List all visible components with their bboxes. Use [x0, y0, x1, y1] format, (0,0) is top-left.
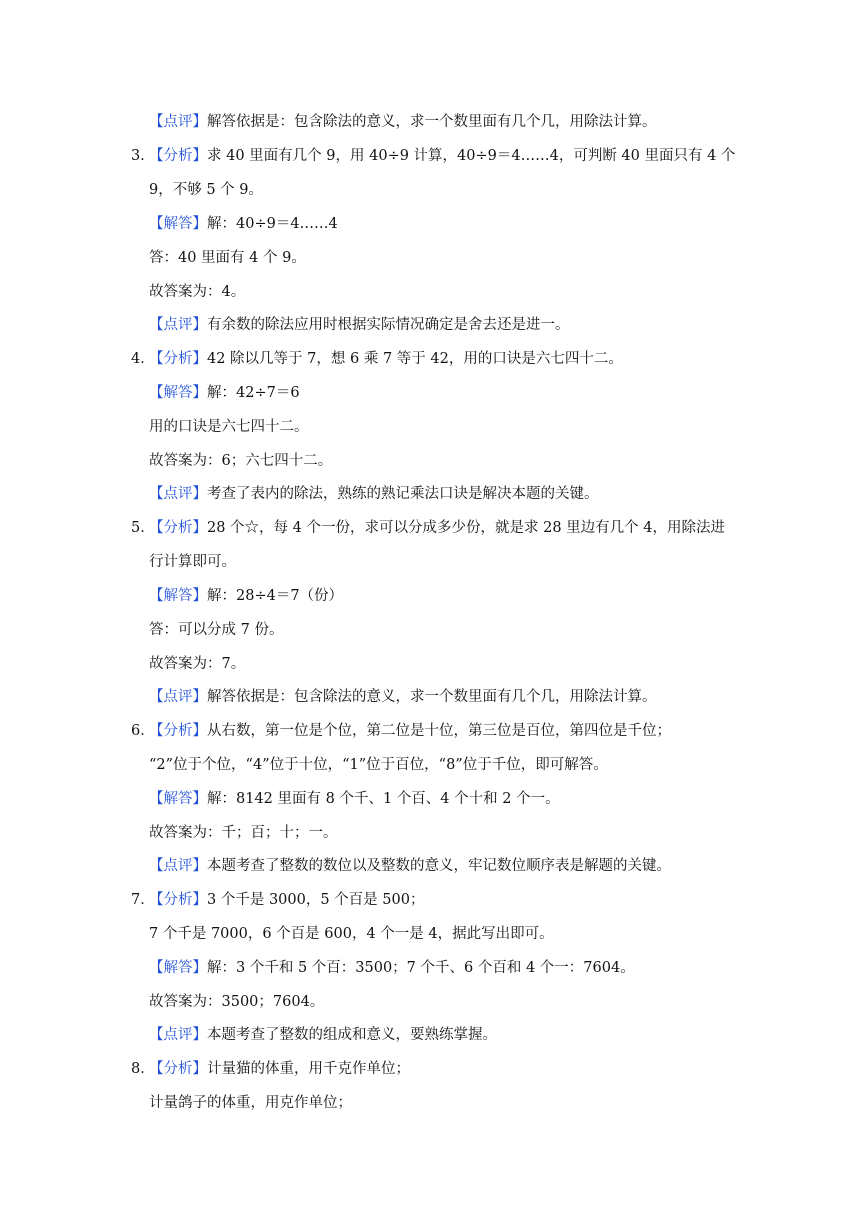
analysis-line	[149, 721, 671, 741]
analysis-text: 28 个☆，每 4 个一份，求可以分成多少份，就是求 28 里边有几个 4，用除法进	[207, 520, 726, 536]
analysis-text: 从右数，第一位是个位，第二位是十位，第三位是百位，第四位是千位；	[207, 723, 671, 739]
answer-line	[149, 789, 560, 809]
analysis-line-continued: “2”位于个位，“4”位于十位，“1”位于百位，“8”位于千位，即可解答。	[149, 757, 608, 773]
question-number: 6．	[131, 723, 155, 739]
analysis-line-continued: 行计算即可。	[149, 554, 236, 570]
final-answer: 故答案为：6；六七四十二。	[149, 453, 333, 469]
question-number: 7．	[131, 892, 155, 908]
comment-line	[149, 315, 570, 335]
answer-text: 解：42÷7＝6	[207, 385, 300, 401]
analysis-line-continued: 9，不够 5 个 9。	[149, 182, 264, 198]
question-number: 4．	[131, 351, 155, 367]
comment-line	[149, 687, 657, 707]
analysis-line-continued: 7 个千是 7000，6 个百是 600，4 个一是 4，据此写出即可。	[149, 926, 554, 942]
analysis-line-continued: 计量鸽子的体重，用克作单位；	[149, 1095, 352, 1111]
answer-tag: 【解答】	[149, 791, 207, 807]
analysis-tag: 【分析】	[149, 892, 207, 908]
answer-text: 解：8142 里面有 8 个千、1 个百、4 个十和 2 个一。	[207, 791, 560, 807]
final-answer: 故答案为：4。	[149, 284, 246, 300]
analysis-line	[149, 518, 725, 538]
answer-tag: 【解答】	[149, 588, 207, 604]
analysis-text: 42 除以几等于 7，想 6 乘 7 等于 42，用的口诀是六七四十二。	[207, 351, 623, 367]
analysis-tag: 【分析】	[149, 1061, 207, 1077]
comment-text: 有余数的除法应用时根据实际情况确定是舍去还是进一。	[207, 317, 570, 333]
comment-tag: 【点评】	[149, 486, 207, 502]
answer-tag: 【解答】	[149, 385, 207, 401]
comment-text: 本题考查了整数的组成和意义，要熟练掌握。	[207, 1027, 497, 1043]
analysis-text: 计量猫的体重，用千克作单位；	[207, 1061, 410, 1077]
analysis-tag: 【分析】	[149, 520, 207, 536]
analysis-line	[149, 890, 424, 910]
answer-line-continued: 用的口诀是六七四十二。	[149, 419, 309, 435]
question-number: 8．	[131, 1061, 155, 1077]
answer-tag: 【解答】	[149, 216, 207, 232]
answer-line	[149, 214, 338, 234]
comment-tag: 【点评】	[149, 689, 207, 705]
answer-line-continued: 答：可以分成 7 份。	[149, 622, 284, 638]
comment-tag: 【点评】	[149, 317, 207, 333]
answer-line	[149, 958, 635, 978]
answer-line	[149, 383, 300, 403]
final-answer: 故答案为：7。	[149, 656, 246, 672]
analysis-line	[149, 146, 735, 166]
question-number: 3．	[131, 148, 155, 164]
analysis-line	[149, 1059, 410, 1079]
comment-line	[149, 1025, 497, 1045]
comment-text: 解答依据是：包含除法的意义，求一个数里面有几个几，用除法计算。	[207, 689, 657, 705]
comment-line	[149, 856, 671, 876]
answer-line-continued: 答：40 里面有 4 个 9。	[149, 250, 306, 266]
comment-text: 本题考查了整数的数位以及整数的意义，牢记数位顺序表是解题的关键。	[207, 858, 671, 874]
answer-text: 解：40÷9＝4……4	[207, 216, 338, 232]
final-answer: 故答案为：千；百；十；一。	[149, 825, 338, 841]
analysis-tag: 【分析】	[149, 148, 207, 164]
comment-line	[149, 112, 657, 132]
analysis-tag: 【分析】	[149, 723, 207, 739]
comment-tag: 【点评】	[149, 114, 207, 130]
answer-line	[149, 586, 343, 606]
answer-tag: 【解答】	[149, 960, 207, 976]
comment-text: 考查了表内的除法，熟练的熟记乘法口诀是解决本题的关键。	[207, 486, 599, 502]
analysis-text: 3 个千是 3000，5 个百是 500；	[207, 892, 425, 908]
comment-tag: 【点评】	[149, 1027, 207, 1043]
question-number: 5．	[131, 520, 155, 536]
comment-text: 解答依据是：包含除法的意义，求一个数里面有几个几，用除法计算。	[207, 114, 657, 130]
final-answer: 故答案为：3500；7604。	[149, 994, 325, 1010]
comment-line	[149, 484, 599, 504]
comment-tag: 【点评】	[149, 858, 207, 874]
analysis-text: 求 40 里面有几个 9，用 40÷9 计算，40÷9＝4……4，可判断 40 里面只有 4 个	[207, 148, 736, 164]
analysis-line	[149, 349, 623, 369]
analysis-tag: 【分析】	[149, 351, 207, 367]
answer-text: 解：3 个千和 5 个百：3500；7 个千、6 个百和 4 个一：7604。	[207, 960, 635, 976]
answer-text: 解：28÷4＝7（份）	[207, 588, 344, 604]
